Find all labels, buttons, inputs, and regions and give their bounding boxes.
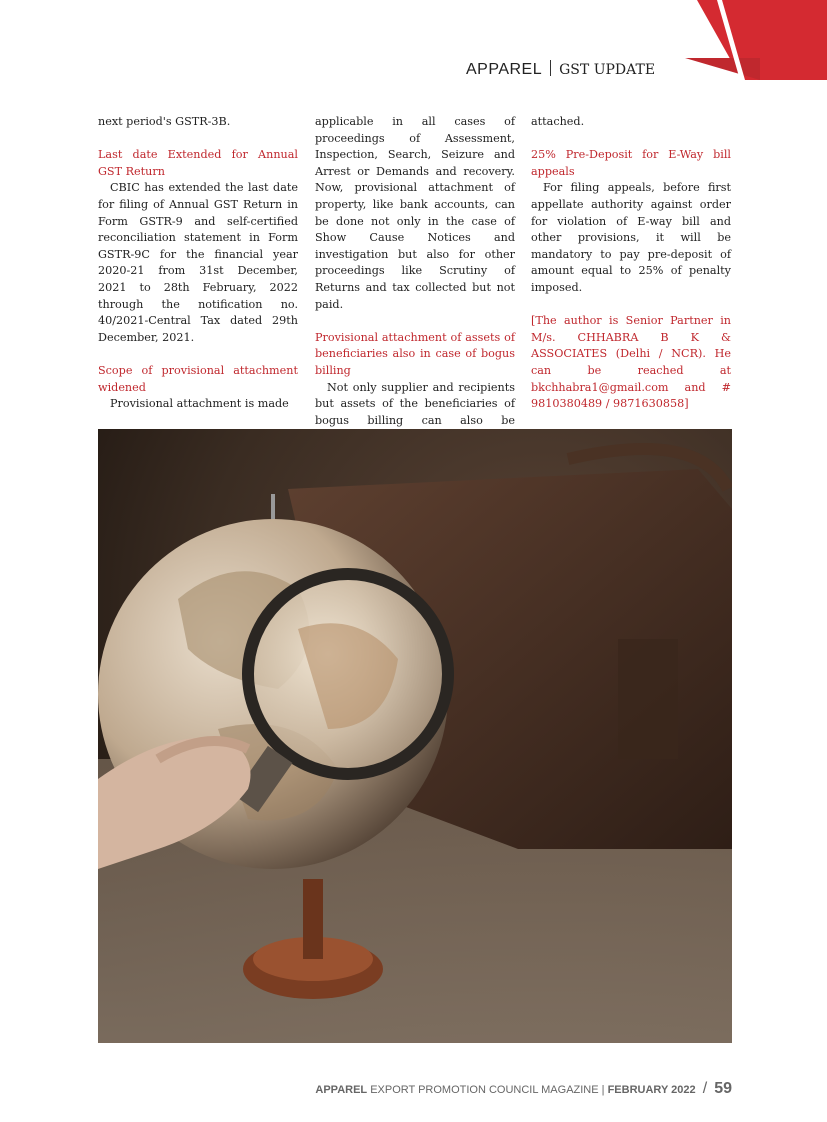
header-brand: APPAREL: [466, 61, 543, 78]
footer-slash: /: [702, 1080, 708, 1097]
column-1: [98, 114, 298, 413]
footer-date: FEBRUARY 2022: [607, 1084, 696, 1096]
footer-divider: |: [601, 1084, 605, 1096]
col1-paragraph-3: Provisional attachment is made: [110, 397, 289, 411]
column-2: [315, 114, 515, 446]
col3-paragraph-2: For filing appeals, before first appellate authority against order for violation of E-way bill and other provisions, it will be mandatory to pay pre-deposit of amount equal to 25% of penalty imposed.: [531, 181, 731, 294]
col1-heading-annual-return: Last date Extended for Annual GST Return: [98, 148, 298, 178]
header-divider: [550, 60, 551, 76]
column-3: [531, 114, 731, 413]
author-note: [The author is Senior Partner in M/s. CHHABRA B K & ASSOCIATES (Delhi / NCR). He can be reached at bkchhabra1@gmail.com and # 9810380489 / 9871630858]: [531, 314, 731, 411]
page-footer: [315, 1080, 732, 1098]
col2-paragraph-1: applicable in all cases of proceedings of Assessment, Inspection, Search, Seizure and Arrest or Demands and recovery. Now, provisional attachment of property, like bank accounts, can be done not only in the case of Show Cause Notices and investigation but also for other proceedings like Scrutiny of Returns and tax collected but not paid.: [315, 115, 515, 311]
footer-magazine: EXPORT PROMOTION COUNCIL MAGAZINE: [370, 1084, 599, 1096]
col1-heading-provisional-attachment: Scope of provisional attachment widened: [98, 363, 298, 394]
corner-decoration: [667, 0, 827, 80]
globe-photo: [98, 429, 732, 1043]
col1-paragraph-1: next period's GSTR-3B.: [98, 115, 231, 128]
header-section: GST UPDATE: [559, 62, 656, 78]
col3-heading-eway-appeals: 25% Pre-Deposit for E-Way bill appeals: [531, 148, 731, 178]
col2-heading-bogus-billing: Provisional attachment of assets of beneficiaries also in case of bogus billing: [315, 330, 515, 377]
page-header: [466, 60, 655, 79]
globe-illustration: [98, 429, 732, 1043]
col2-paragraph-2: Not only supplier and recipients but assets of the beneficiaries of bogus billing can also be: [315, 380, 515, 427]
col3-paragraph-1: attached.: [531, 115, 585, 128]
footer-brand: APPAREL: [315, 1084, 368, 1096]
page-number: 59: [714, 1080, 732, 1097]
col1-paragraph-2: CBIC has extended the last date for filing of Annual GST Return in Form GSTR-9 and self-certified reconciliation statement in Form GSTR-9C for the financial year 2020-21 from 31st December, 2021 to 28th February, 2022 through the notification no. 40/2021-Central Tax dated 29th December, 2021.: [98, 181, 298, 344]
